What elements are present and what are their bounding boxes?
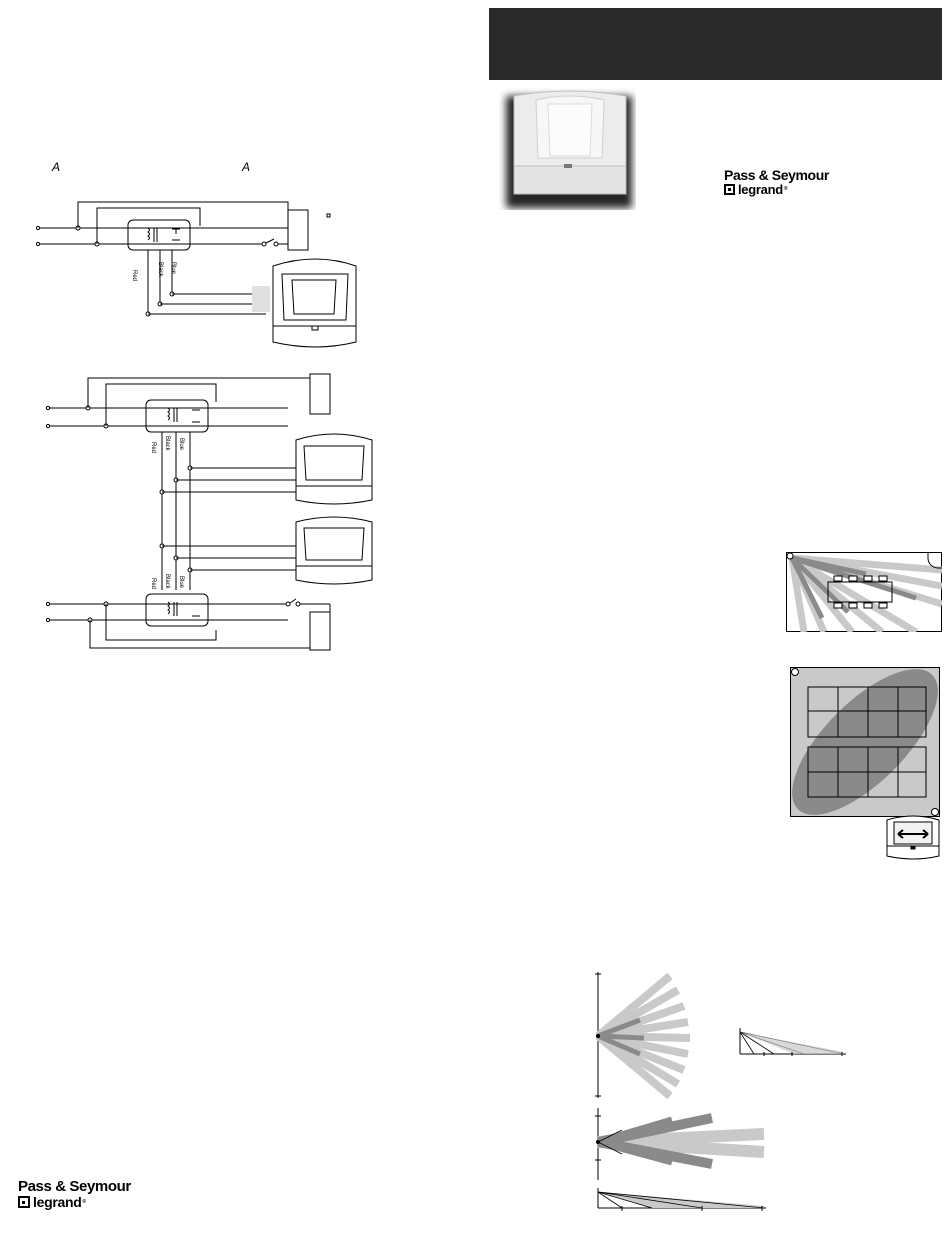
header-bar (489, 8, 942, 80)
trademark-mark: ® (82, 1198, 86, 1205)
wire-label-blue-1: Blue (170, 262, 176, 275)
wire-label-red-1: Red (131, 270, 137, 282)
legrand-square-icon (18, 1196, 30, 1208)
logo-legrand (18, 1195, 131, 1209)
trademark-mark: ® (783, 186, 788, 192)
lens-adjust-icon (884, 814, 942, 862)
logo-top (724, 168, 829, 196)
coverage-pattern-long-range (592, 1106, 770, 1182)
diagram-marker-left: A (52, 160, 61, 174)
product-photo (496, 86, 636, 210)
diagram-marker-right: A (242, 160, 251, 174)
legrand-square-icon (724, 184, 735, 195)
wire-label-blue-3: Blue (178, 576, 184, 589)
wire-label-red-2: Red (150, 442, 156, 454)
wire-label-red-3: Red (150, 578, 156, 590)
coverage-pattern-top-view (590, 970, 710, 1100)
coverage-pattern-side-view (734, 1026, 848, 1058)
coverage-diagram-office (790, 667, 940, 817)
coverage-diagram-corridor (786, 552, 942, 632)
wiring-diagram-dual (40, 368, 380, 654)
logo-bottom (18, 1179, 131, 1209)
logo-legrand (724, 183, 829, 196)
logo-brand: Pass & Seymour (18, 1178, 131, 1195)
coverage-pattern-long-side (592, 1186, 770, 1212)
wire-label-black-2: Black (164, 436, 170, 451)
wiring-diagram-single (30, 196, 370, 356)
logo-brand: Pass & Seymour (724, 167, 829, 183)
logo-sub-text: legrand (33, 1194, 82, 1210)
wire-label-black-3: Black (164, 574, 170, 589)
wire-label-blue-2: Blue (178, 438, 184, 451)
logo-sub-text: legrand (738, 182, 783, 197)
wire-label-black-1: Black (157, 262, 163, 277)
